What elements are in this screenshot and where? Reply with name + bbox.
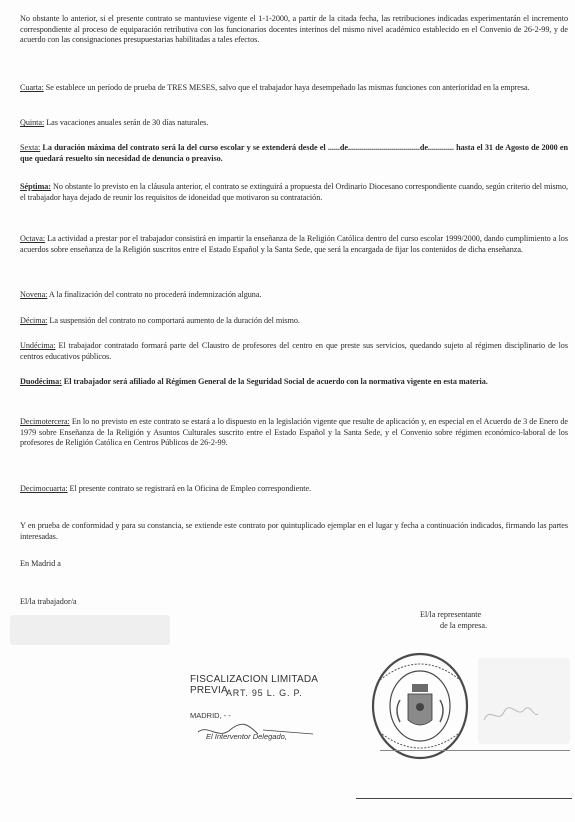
clause-cuarta bbox=[20, 83, 568, 94]
clause-quinta bbox=[20, 118, 568, 129]
clause-text: El trabajador será afiliado al Régimen General de la Seguridad Social de acuerdo con la normativa vigente en esta materia. bbox=[61, 377, 488, 386]
fiscalization-stamp bbox=[188, 672, 358, 752]
clause-text: No obstante lo previsto en la cláusula anterior, el contrato se extinguirá a propuesta del Ordinario Diocesano correspondiente cuando, según criterio del mismo, el trabajador haya dejado de reunir los requisitos de idoneidad que motivaron su contratación. bbox=[20, 182, 568, 202]
bottom-rule bbox=[356, 798, 572, 799]
closing-paragraph: Y en prueba de conformidad y para su constancia, se extiende este contrato por quintuplicado ejemplar en el lugar y fecha a continuación indicados, firmando las partes interesadas. bbox=[20, 521, 568, 541]
company-signature-label: El/la representante bbox=[420, 610, 482, 619]
clause-novena bbox=[20, 290, 568, 301]
stamp-article: ART. 95 L. G. P. bbox=[226, 688, 303, 698]
clause-label: Séptima: bbox=[20, 182, 51, 191]
clause-label: Undécima: bbox=[20, 341, 56, 350]
clause-label: Décima: bbox=[20, 316, 48, 325]
clause-text: La suspensión del contrato no comportará aumento de la duración del mismo. bbox=[47, 316, 300, 325]
place-date: En Madrid a bbox=[20, 559, 61, 568]
ministry-seal-icon bbox=[370, 650, 470, 762]
intro-paragraph: No obstante lo anterior, si el presente contrato se mantuviese vigente el 1-1-2000, a partir de la citada fecha, las retribuciones indicadas experimentarán el incremento correspondiente al proceso de equiparación retributiva con los funcionarios docentes interinos del mismo nivel académico establecido en el Convenio de 26-2-99, y de acuerdo con las consignaciones presupuestarias habilitadas a tales efectos. bbox=[20, 14, 568, 45]
clause-text: La actividad a prestar por el trabajador consistirá en impartir la enseñanza de la Religión Católica dentro del curso escolar 1999/2000, dando cumplimiento a los acuerdos sobre enseñanza de la Religión suscritos entre el Estado Español y la Santa Sede, que será la encargada de fijar los contenidos de dicha enseñanza. bbox=[20, 234, 568, 254]
worker-signature-label: El/la trabajador/a bbox=[20, 597, 77, 606]
clause-text: El presente contrato se registrará en la Oficina de Empleo correspondiente. bbox=[67, 484, 312, 493]
clause-label: Sexta: bbox=[20, 143, 41, 152]
stamp-signature-scribble bbox=[188, 672, 358, 752]
clause-label: Novena: bbox=[20, 290, 48, 299]
company-signature-scribble bbox=[480, 700, 540, 730]
clause-undecima bbox=[20, 341, 568, 362]
clause-sexta bbox=[20, 143, 568, 164]
clause-text: Se establece un período de prueba de TRES MESES, salvo que el trabajador haya desempeñado las mismas funciones con anterioridad en la empresa. bbox=[43, 83, 530, 92]
clause-text: En lo no previsto en este contrato se estará a lo dispuesto en la legislación vigente que resulte de aplicación y, en especial en el Acuerdo de 3 de Enero de 1979 sobre Enseñanza de la Religión y Asuntos Culturales suscrito entre el Estado Español y la Santa Sede, y el Convenio sobre régimen económico-laboral de los profesores de Religión Católica en Centros Públicos de 26-2-99. bbox=[20, 417, 568, 448]
redaction-patch bbox=[10, 615, 170, 645]
clause-label: Decimocuarta: bbox=[20, 484, 68, 493]
clause-label: Duodécima: bbox=[20, 377, 62, 386]
clause-text: A la finalización del contrato no procederá indemnización alguna. bbox=[47, 290, 262, 299]
clause-decimotercera bbox=[20, 417, 568, 449]
stamp-title: FISCALIZACION LIMITADA PREVIA bbox=[190, 674, 318, 696]
clause-text: El trabajador contratado formará parte del Claustro de profesores del centro en que preste sus servicios, quedando sujeto al régimen disciplinario de los centros educativos públicos. bbox=[20, 341, 568, 361]
clause-octava bbox=[20, 234, 568, 255]
clause-decimocuarta bbox=[20, 484, 568, 495]
stamp-signer: El Interventor Delegado, bbox=[206, 732, 287, 741]
stamp-place: MADRID, - - bbox=[190, 711, 231, 720]
clause-label: Quinta: bbox=[20, 118, 45, 127]
clause-text: La duración máxima del contrato será la del curso escolar y se extenderá desde el ......de....................................de............. hasta el 31 de Agosto de 2000 en que quedará resuelto sin necesidad de denuncia o preaviso. bbox=[20, 143, 568, 163]
clause-decima bbox=[20, 316, 568, 327]
signature-line bbox=[380, 750, 570, 751]
clause-septima bbox=[20, 182, 568, 203]
clause-label: Decimotercera: bbox=[20, 417, 70, 426]
clause-duodecima bbox=[20, 377, 568, 388]
clause-text: Las vacaciones anuales serán de 30 días naturales. bbox=[44, 118, 209, 127]
company-signature-label-2: de la empresa. bbox=[440, 621, 488, 630]
clause-label: Cuarta: bbox=[20, 83, 44, 92]
clause-label: Octava: bbox=[20, 234, 46, 243]
